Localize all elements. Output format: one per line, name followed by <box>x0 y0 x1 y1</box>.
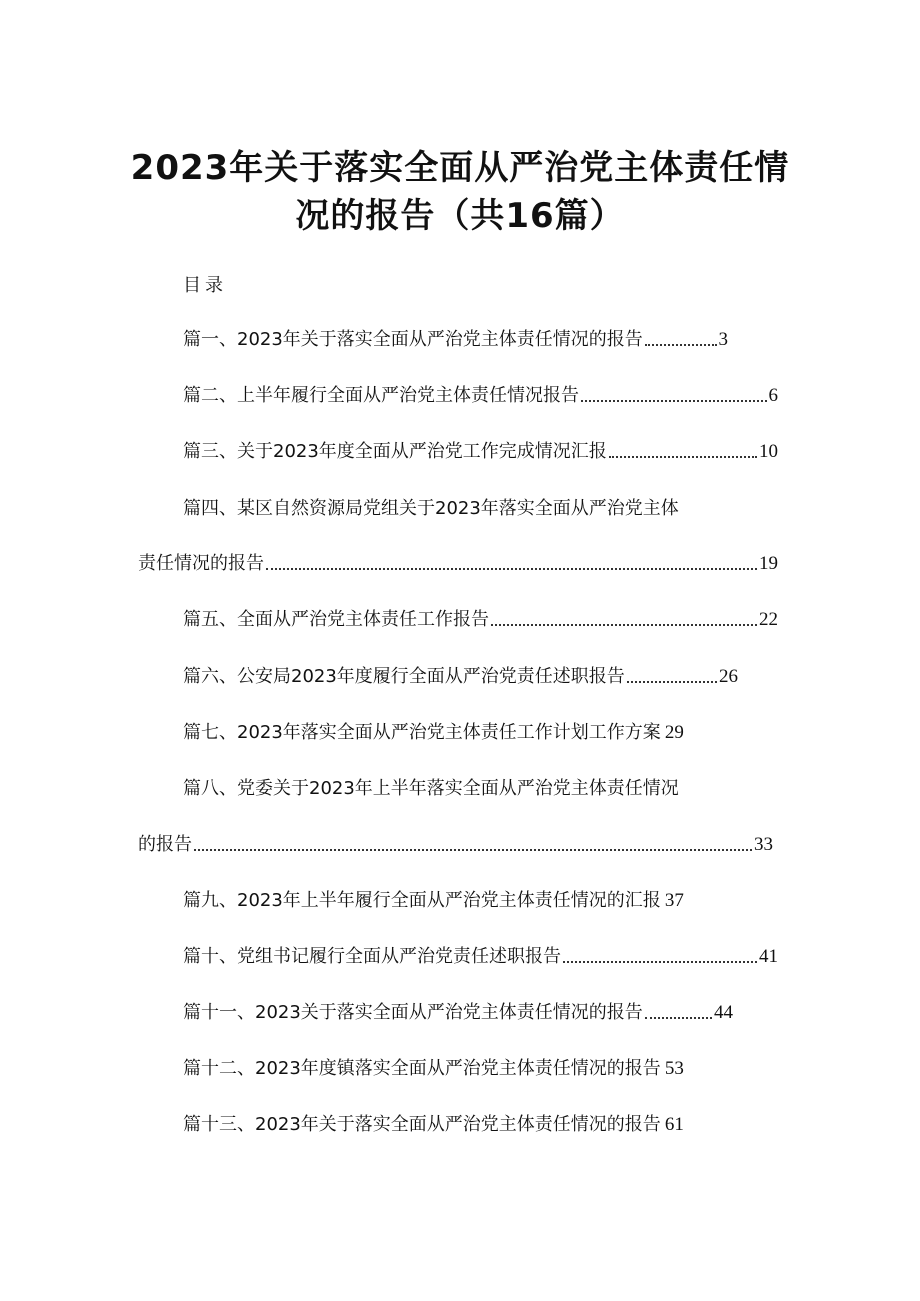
toc-entry[interactable] <box>183 662 738 688</box>
toc-entry[interactable] <box>183 1110 743 1136</box>
toc-entry-title: 篇十三、2023年关于落实全面从严治党主体责任情况的报告 <box>183 1114 661 1135</box>
toc-entry-page: 3 <box>718 329 728 350</box>
toc-entry[interactable] <box>183 942 778 968</box>
toc-entry-page: 26 <box>719 666 738 687</box>
leader-dots <box>266 568 757 570</box>
toc-entry-page: 33 <box>754 834 773 855</box>
toc-entry-title: 篇二、上半年履行全面从严治党主体责任情况报告 <box>183 385 579 406</box>
leader-dots <box>645 344 717 346</box>
toc-entry-title: 篇一、2023年关于落实全面从严治党主体责任情况的报告 <box>183 329 643 350</box>
toc-entry-title: 篇五、全面从严治党主体责任工作报告 <box>183 609 489 630</box>
toc-entry-page: 22 <box>759 609 778 630</box>
document-title-line1: 2023年关于落实全面从严治党主体责任情 <box>130 148 790 188</box>
toc-entry-title: 篇十一、2023关于落实全面从严治党主体责任情况的报告 <box>183 1002 643 1023</box>
toc-entry-title: 篇十二、2023年度镇落实全面从严治党主体责任情况的报告 <box>183 1058 661 1079</box>
toc-entry-page: 10 <box>759 441 778 462</box>
toc-entry-page: 6 <box>768 385 778 406</box>
toc-entry-page: 44 <box>714 1002 733 1023</box>
toc-entry-title-cont: 责任情况的报告 <box>138 553 264 574</box>
leader-dots <box>627 681 717 683</box>
toc-entry-page: 41 <box>759 946 778 967</box>
toc-entry[interactable] <box>183 718 743 744</box>
toc-entry[interactable] <box>183 886 743 912</box>
toc-entry[interactable] <box>183 998 733 1024</box>
leader-dots <box>609 456 757 458</box>
toc-entry-page: 37 <box>664 890 684 911</box>
leader-dots <box>491 624 757 626</box>
leader-dots <box>194 849 752 851</box>
toc-entry[interactable] <box>183 1054 743 1080</box>
toc-entry[interactable] <box>183 605 778 631</box>
toc-entry[interactable] <box>138 549 778 575</box>
toc-entry-page: 29 <box>664 722 684 743</box>
toc-entry-page: 19 <box>759 553 778 574</box>
toc-entry[interactable] <box>183 437 778 463</box>
toc-entry-title: 篇九、2023年上半年履行全面从严治党主体责任情况的汇报 <box>183 890 661 911</box>
document-title-line2: 况的报告（共16篇） <box>295 196 625 236</box>
toc-entry[interactable] <box>138 830 773 856</box>
toc-entry[interactable] <box>183 381 778 407</box>
toc-entry-title[interactable]: 篇八、党委关于2023年上半年落实全面从严治党主体责任情况 <box>183 778 679 799</box>
toc-heading: 目录 <box>183 275 227 296</box>
leader-dots <box>645 1017 712 1019</box>
leader-dots <box>563 961 757 963</box>
toc-entry-title: 篇十、党组书记履行全面从严治党责任述职报告 <box>183 946 561 967</box>
leader-dots <box>581 400 767 402</box>
toc-entry-title: 篇六、公安局2023年度履行全面从严治党责任述职报告 <box>183 666 625 687</box>
toc-entry-title[interactable]: 篇四、某区自然资源局党组关于2023年落实全面从严治党主体 <box>183 498 679 519</box>
toc-entry-title: 篇七、2023年落实全面从严治党主体责任工作计划工作方案 <box>183 722 661 743</box>
toc-entry-page: 61 <box>664 1114 684 1135</box>
toc-entry-title: 篇三、关于2023年度全面从严治党工作完成情况汇报 <box>183 441 607 462</box>
toc-entry-title-cont: 的报告 <box>138 834 192 855</box>
toc-entry-page: 53 <box>664 1058 684 1079</box>
toc-entry[interactable] <box>183 325 728 351</box>
